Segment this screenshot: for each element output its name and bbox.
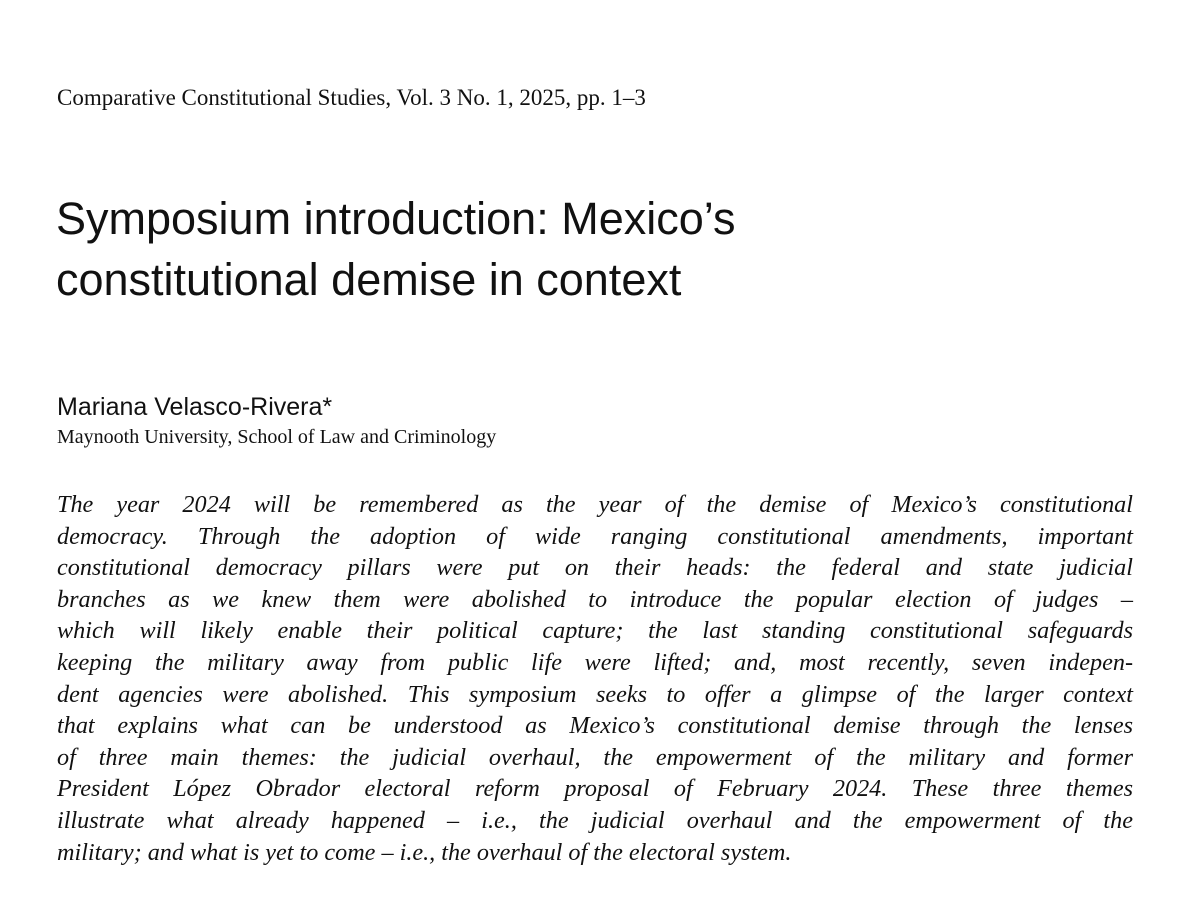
abstract-line: dent agencies were abolished. This symposium seeks to offer a glimpse of the larger context <box>57 680 1133 708</box>
abstract-line: illustrate what already happened – i.e., the judicial overhaul and the empowerment of the <box>57 806 1133 834</box>
abstract-line: The year 2024 will be remembered as the year of the demise of Mexico’s constitutional <box>57 491 1133 518</box>
abstract <box>57 489 1133 868</box>
author-name: Mariana Velasco-Rivera* <box>57 393 333 421</box>
author-affiliation: Maynooth University, School of Law and Criminology <box>57 426 497 448</box>
abstract-line: which will likely enable their political capture; the last standing constitutional safeguards <box>57 617 1133 645</box>
abstract-line: democracy. Through the adoption of wide ranging constitutional amendments, important <box>57 522 1133 550</box>
abstract-line: keeping the military away from public life were lifted; and, most recently, seven indepen- <box>57 648 1133 676</box>
journal-citation: Comparative Constitutional Studies, Vol. 3 No. 1, 2025, pp. 1–3 <box>57 85 646 110</box>
title-line: Symposium introduction: Mexico’s <box>56 193 736 244</box>
article-title <box>56 188 1156 310</box>
abstract-line: branches as we knew them were abolished to introduce the popular election of judges – <box>57 585 1133 613</box>
title-line: constitutional demise in context <box>56 254 682 305</box>
abstract-line: of three main themes: the judicial overhaul, the empowerment of the military and former <box>57 743 1133 771</box>
abstract-line: military; and what is yet to come – i.e., the overhaul of the electoral system. <box>57 838 792 866</box>
abstract-line: President López Obrador electoral reform proposal of February 2024. These three themes <box>57 775 1133 803</box>
abstract-line: constitutional democracy pillars were put on their heads: the federal and state judicial <box>57 554 1133 582</box>
abstract-line: that explains what can be understood as Mexico’s constitutional demise through the lenses <box>57 712 1133 740</box>
